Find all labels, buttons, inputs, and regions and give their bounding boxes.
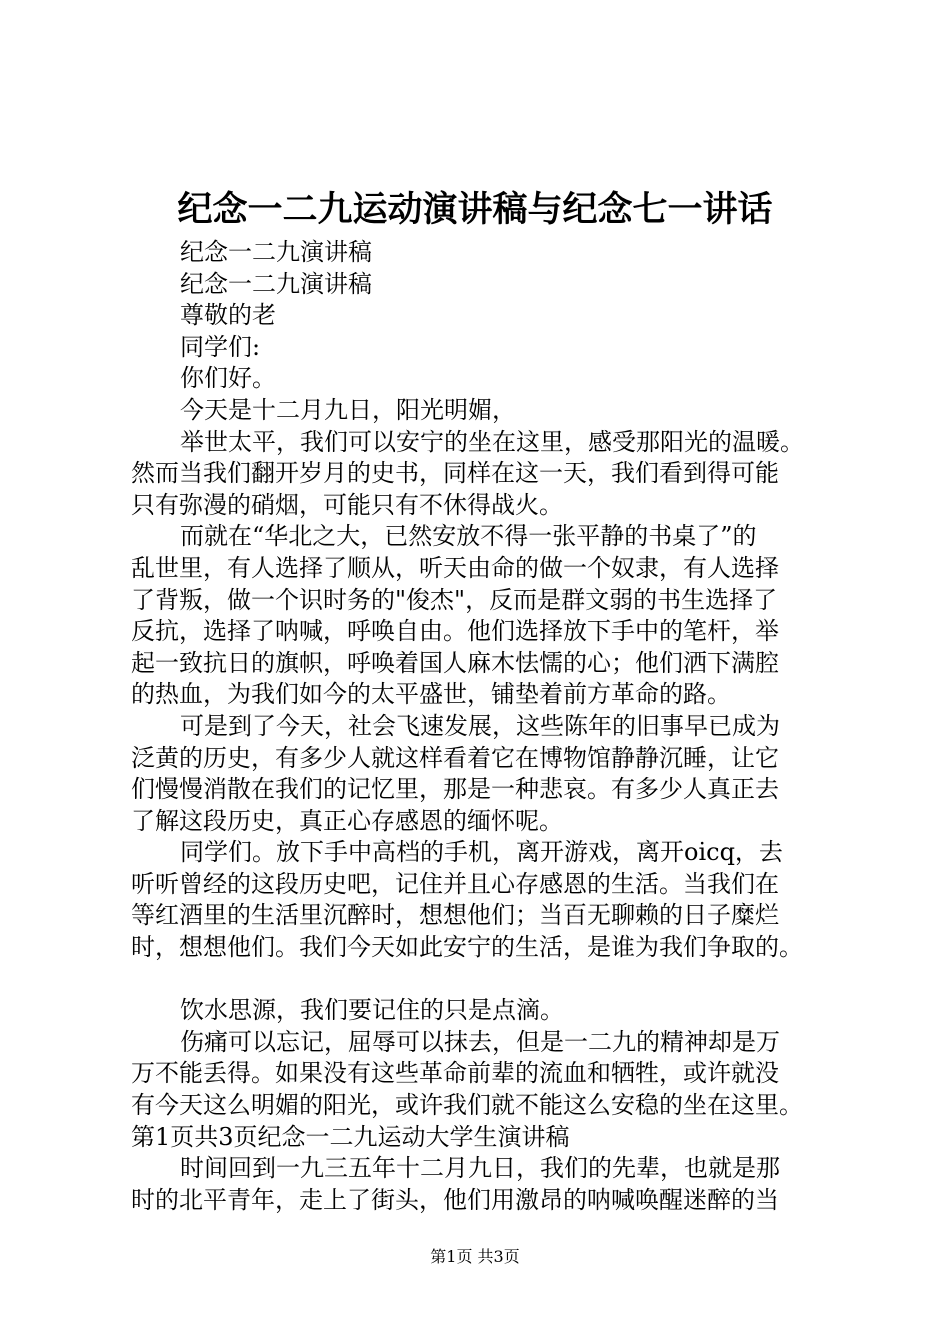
text-line: 尊敬的老 (180, 301, 276, 330)
text-line: 反抗，选择了呐喊，呼唤自由。他们选择放下手中的笔杆，举 (131, 617, 779, 646)
text-line: 的热血，为我们如今的太平盛世，铺垫着前方革命的路。 (131, 680, 731, 709)
text-line: 时间回到一九三五年十二月九日，我们的先辈，也就是那 (180, 1154, 780, 1183)
text-line: 可是到了今天，社会飞速发展，这些陈年的旧事早已成为 (180, 711, 780, 740)
text-line: 了解这段历史，真正心存感恩的缅怀呢。 (131, 806, 563, 835)
text-line: 而就在“华北之大，已然安放不得一张平静的书桌了”的 (180, 522, 757, 551)
text-line: 同学们: (180, 332, 261, 361)
text-line: 然而当我们翻开岁月的史书，同样在这一天，我们看到得可能 (131, 459, 779, 488)
text-line: 泛黄的历史，有多少人就这样看着它在博物馆静静沉睡，让它 (131, 743, 779, 772)
text-line: 纪念一二九演讲稿 (180, 269, 372, 298)
text-line: 了背叛，做一个识时务的"俊杰"，反而是群文弱的书生选择了 (131, 585, 778, 614)
text-line: 时，想想他们。我们今天如此安宁的生活，是谁为我们争取的。 (131, 933, 803, 962)
text-line: 万不能丢得。如果没有这些革命前辈的流血和牺牲，或许就没 (131, 1059, 779, 1088)
text-line: 同学们。放下手中高档的手机，离开游戏，离开oicq，去 (180, 838, 783, 867)
text-line: 起一致抗日的旗帜，呼唤着国人麻木怯懦的心；他们洒下满腔 (131, 648, 779, 677)
text-line: 等红酒里的生活里沉醉时，想想他们；当百无聊赖的日子糜烂 (131, 901, 779, 930)
text-line: 今天是十二月九日，阳光明媚， (180, 395, 516, 424)
text-line: 饮水思源，我们要记住的只是点滴。 (180, 996, 564, 1025)
document-title: 纪念一二九运动演讲稿与纪念七一讲话 (177, 189, 773, 230)
text-line: 伤痛可以忘记，屈辱可以抹去，但是一二九的精神却是万 (180, 1027, 780, 1056)
text-line: 举世太平，我们可以安宁的坐在这里，感受那阳光的温暖。 (180, 427, 804, 456)
text-line: 纪念一二九演讲稿 (180, 238, 372, 266)
blank-line (131, 964, 851, 996)
text-line: 们慢慢消散在我们的记忆里，那是一种悲哀。有多少人真正去 (131, 775, 779, 804)
text-line: 第1页共3页纪念一二九运动大学生演讲稿 (131, 1122, 570, 1151)
text-line: 乱世里，有人选择了顺从，听天由命的做一个奴隶，有人选择 (131, 553, 779, 582)
page-number-footer: 第1页 共3页 (430, 1247, 520, 1266)
text-line: 只有弥漫的硝烟，可能只有不休得战火。 (131, 490, 563, 519)
text-line: 时的北平青年，走上了街头，他们用激昂的呐喊唤醒迷醉的当 (131, 1185, 779, 1214)
text-line: 有今天这么明媚的阳光，或许我们就不能这么安稳的坐在这里。 (131, 1091, 803, 1120)
document-body (131, 237, 851, 1216)
text-line: 你们好。 (180, 364, 276, 393)
text-line: 听听曾经的这段历史吧，记住并且心存感恩的生活。当我们在 (131, 869, 779, 898)
